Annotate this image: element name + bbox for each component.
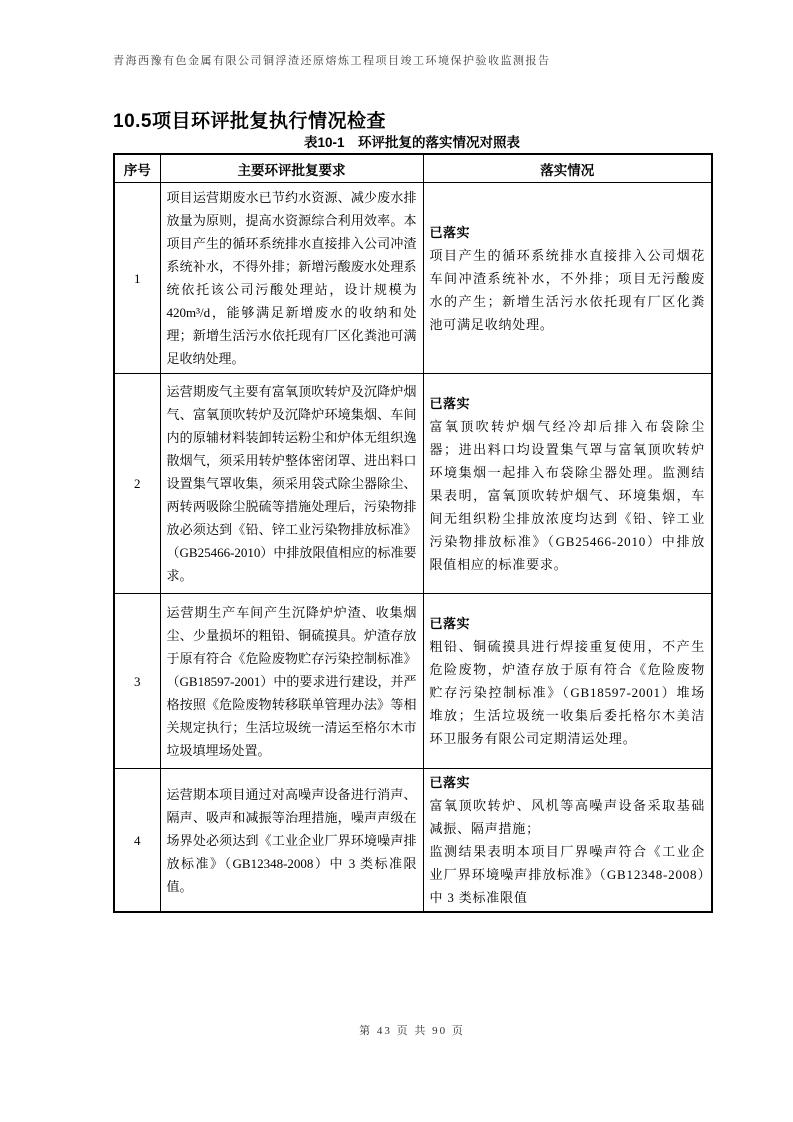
row-number: 1 — [114, 183, 160, 374]
row-number: 4 — [114, 769, 160, 913]
table-header-row — [114, 154, 712, 183]
header-serial-number: 序号 — [114, 154, 160, 183]
requirement-text: 运营期本项目通过对高噪声设备进行消声、隔声、吸声和减振等治理措施，噪声声级在场界处必须达到《工业企业厂界环境噪声排放标准》（GB12348-2008）中 3 类标准限值。 — [166, 786, 417, 894]
requirement-text: 运营期生产车间产生沉降炉炉渣、收集烟尘、少量损坏的粗铅、铜硫摸具。炉渣存放于原有符合《危险废物贮存污染控制标准》（GB18597-2001）中的要求进行建设，并严格按照《危险废物转移联单管理办法》等相关规定执行；生活垃圾统一清运至格尔木市垃圾填埋场处置。 — [166, 604, 417, 758]
row-number: 3 — [114, 594, 160, 769]
status-title: 已落实 — [429, 775, 471, 790]
header-status: 落实情况 — [423, 154, 712, 183]
requirement-cell — [160, 183, 423, 374]
table-row — [114, 183, 712, 374]
status-title: 已落实 — [429, 224, 471, 240]
status-text: 项目产生的循环系统排水直接排入公司烟花车间冲渣系统补水，不外排；项目无污酸废水的产生；新增生活污水依托现有厂区化粪池可满足收纳处理。 — [429, 247, 705, 332]
row-number: 2 — [114, 374, 160, 594]
status-cell — [423, 769, 712, 913]
status-text: 富氧顶吹转炉烟气经冷却后排入布袋除尘器；进出料口均设置集气罩与富氧顶吹转炉环境集烟一起排入布袋除尘器处理。监测结果表明，富氧顶吹转炉烟气、环境集烟，车间无组织粉尘排放浓度均达到《铅、锌工业污染物排放标准》（GB25466-2010）中排放限值相应的标准要求。 — [429, 418, 705, 572]
compliance-table — [113, 153, 713, 913]
header-requirement: 主要环评批复要求 — [160, 154, 423, 183]
page-number-footer: 第 43 页 共 90 页 — [359, 1025, 465, 1037]
status-title: 已落实 — [429, 395, 471, 411]
running-header: 青海西豫有色金属有限公司铜浮渣还原熔炼工程项目竣工环境保护验收监测报告 — [113, 55, 551, 67]
table-caption: 表10-1 环评批复的落实情况对照表 — [303, 135, 521, 150]
table-row — [114, 769, 712, 913]
status-text: 粗铅、铜硫摸具进行焊接重复使用，不产生危险废物，炉渣存放于原有符合《危险废物贮存污染控制标准》（GB18597-2001）堆场堆放；生活垃圾统一收集后委托格尔木美洁环卫服务有限公司定期清运处理。 — [429, 639, 705, 746]
status-cell — [423, 183, 712, 374]
status-title: 已落实 — [429, 616, 471, 631]
status-cell — [423, 374, 712, 594]
requirement-text: 项目运营期废水已节约水资源、减少废水排放量为原则，提高水资源综合利用效率。本项目产生的循环系统排水直接排入公司冲渣系统补水，不得外排；新增污酸废水处理系统依托该公司污酸处理站，设计规模为 420m³/d，能够满足新增废水的收纳和处理；新增生活污水依托现有厂区化粪池可满足收纳处理。 — [166, 190, 417, 366]
section-title: 10.5项目环评批复执行情况检查 — [113, 110, 386, 132]
status-text: 监测结果表明本项目厂界噪声符合《工业企业厂界环境噪声排放标准》（GB12348-2008）中 3 类标准限值 — [429, 844, 705, 905]
status-text: 富氧顶吹转炉、风机等高噪声设备采取基础减振、隔声措施； — [429, 798, 705, 836]
requirement-cell — [160, 594, 423, 769]
table-row — [114, 374, 712, 594]
status-cell — [423, 594, 712, 769]
table-row — [114, 594, 712, 769]
requirement-cell — [160, 769, 423, 913]
requirement-cell — [160, 374, 423, 594]
requirement-text: 运营期废气主要有富氧顶吹转炉及沉降炉烟气、富氧顶吹转炉及沉降炉环境集烟、车间内的原辅材料装卸转运粉尘和炉体无组织逸散烟气，须采用转炉整体密闭罩、进出料口设置集气罩收集，须采用袋式除尘器除尘、两转两吸除尘脱硫等措施处理后，污染物排放必须达到《铅、锌工业污染物排放标准》（GB25466-2010）中排放限值相应的标准要求。 — [166, 384, 417, 583]
